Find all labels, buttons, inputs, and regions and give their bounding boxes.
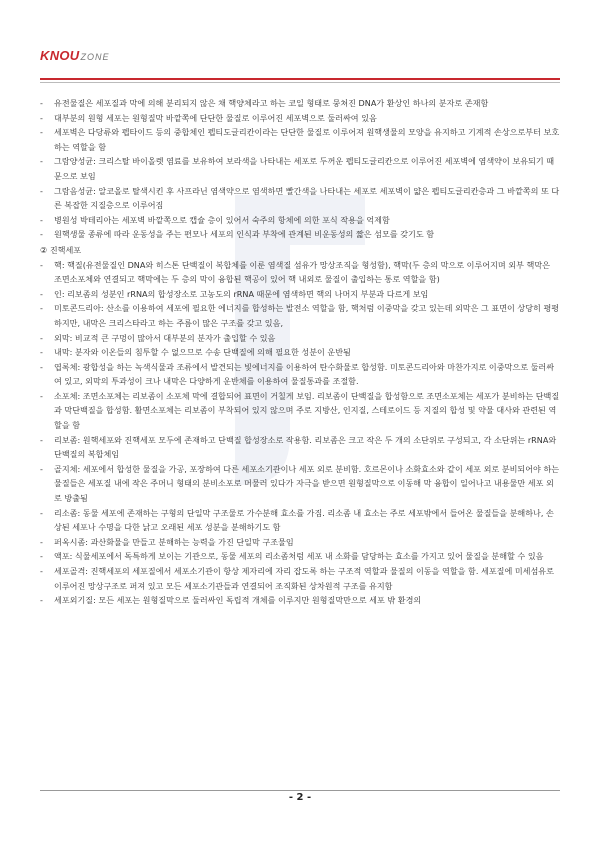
list-prokaryote: [40, 96, 560, 242]
list-item: - 그람음성균: 알코올로 탈색시킨 후 사프라닌 염색약으로 염색하면 빨간색을 나타내는 세포로 세포벽이 얇은 펩티도글리칸층과 그 바깥쪽의 또 다른 복잡한 지질층으로 이루어짐: [40, 185, 560, 211]
section-title: ② 진핵세포: [40, 244, 82, 255]
list-item: - 소포체: 조면소포체는 리보좀이 소포체 막에 결합되어 표면이 거칠게 보임. 리보좀이 단백질을 합성함으로 조면소포체는 세포가 분비하는 단백질과 막단백질을 합성함. 활면소포체는 리보좀이 부착되어 있지 않으며 주로 지방산, 인지질, 스테로이드 등 지질의 합성 및 약물 대사와 관련된 역할을 함: [40, 390, 560, 431]
list-item: - 리보좀: 원핵세포와 진핵세포 모두에 존재하고 단백질 합성장소로 작용함. 리보좀은 크고 작은 두 개의 소단위로 구성되고, 각 소단위는 rRNA와 단백질의 복합체임: [40, 434, 557, 460]
header-rule-thin: [40, 82, 560, 83]
logo-sub: ZONE: [80, 52, 110, 62]
list-item: - 핵: 핵질(유전물질인 DNA와 히스톤 단백질이 복합체를 이룬 염색질 섬유가 망상조직을 형성함), 핵막(두 층의 막으로 이루어지며 외부 핵막은 조면소포체와 연결되고 핵막에는 두 층의 막이 융합된 핵공이 있어 핵 내외로 물질이 출입하는 통로 역할을 함): [40, 259, 550, 285]
logo-main: KNOU: [40, 48, 80, 63]
footer-rule: [40, 790, 560, 791]
list-item: - 유전물질은 세포질과 막에 의해 분리되지 않은 채 핵양체라고 하는 코일 형태로 뭉쳐진 DNA가 환상인 하나의 분자로 존재함: [40, 98, 489, 108]
list-item: - 퍼옥시좀: 과산화물을 만들고 분해하는 능력을 가진 단일막 구조물임: [40, 536, 294, 547]
list-item: - 엽록체: 광합성을 하는 녹색식물과 조류에서 발견되는 빛에너지를 이용하여 탄수화물로 합성함. 미토콘드리아와 마찬가지로 이중막으로 둘러싸여 있고, 외막의 투과성이 크나 내막은 다양하게 운반체를 이용하여 물질통과를 조절함.: [40, 361, 555, 387]
page-number: - 2 -: [288, 792, 312, 803]
list-item: - 리소좀: 동물 세포에 존재하는 구형의 단일막 구조물로 가수분해 효소를 가짐. 리소좀 내 효소는 주로 세포밖에서 들어온 물질들을 분해하나, 손상된 세포나 수명을 다한 낡고 오래된 세포 성분을 분해하기도 함: [40, 507, 554, 533]
list-item: - 골지체: 세포에서 합성한 물질을 가공, 포장하여 다른 세포소기관이나 세포 외로 분비함. 호르몬이나 소화효소와 같이 세포 외로 분비되어야 하는 물질들은 세포질 내에 작은 주머니 형태의 분비소포로 머물러 있다가 자극을 받으면 원형질막으로 이동해 막 융합이 일어나고 내용물만 세포 외로 방출됨: [40, 463, 560, 504]
list-item: - 내막: 분자와 이온들의 침투할 수 없으므로 수송 단백질에 의해 필요한 성분이 운반됨: [40, 347, 351, 358]
list-item: - 대부분의 원형 세포는 원형질막 바깥쪽에 단단한 물질로 이루어진 세포벽으로 둘러싸여 있음: [40, 112, 377, 123]
list-item: - 미토콘드리아: 산소를 이용하여 세포에 필요한 에너지를 합성하는 발전소 역할을 함, 핵처럼 이중막을 갖고 있는데 외막은 그 표면이 상당히 평평하지만, 내막은 크리스타라고 하는 주름이 많은 구조를 갖고 있음,: [40, 303, 560, 328]
list-item: - 병원성 박테리아는 세포벽 바깥쪽으로 캡슐 층이 있어서 숙주의 항체에 의한 포식 작용을 억제함: [40, 214, 390, 225]
list-item: - 외막: 비교적 큰 구멍이 많아서 대부분의 분자가 출입할 수 있음: [40, 332, 276, 343]
list-item: - 세포골격: 진핵세포의 세포질에서 세포소기관이 항상 제자리에 자리 잡도록 하는 구조적 역할과 물질의 이동을 역할을 함. 세포질에 미세섬유로 이루어진 망상구조로 퍼져 있고 모든 세포소기관들과 연결되어 조직화된 상차원적 구조를 유지함: [40, 566, 554, 591]
list-item: - 세포벽은 다당류와 펩타이드 등의 중합체인 펩티도글리칸이라는 단단한 물질로 이루어져 원핵생물의 모양을 유지하고 기계적 손상으로부터 보호하는 역할을 함: [40, 127, 560, 152]
list-item: - 세포외기질: 모든 세포는 원형질막으로 둘러싸인 독립적 개체를 이루지만 원형질막만으로 세포 밖 환경의: [40, 595, 422, 606]
list-eukaryote: [40, 258, 560, 608]
list-item: - 그람양성균: 크리스탈 바이올렛 염료를 보유하여 보라색을 나타내는 세포로 두꺼운 펩티도글리칸으로 이루어진 세포벽에 염색약이 보유되기 때문으로 보임: [40, 156, 555, 181]
header-rule: [40, 78, 560, 80]
list-item: - 인: 리보좀의 성분인 rRNA의 합성장소로 고농도의 rRNA 때문에 염색하면 핵의 나머지 부분과 다르게 보임: [40, 288, 429, 299]
list-item: - 액포: 식물세포에서 독특하게 보이는 기관으로, 동물 세포의 리소좀처럼 세포 내 소화를 담당하는 효소를 가지고 있어 물질을 분해할 수 있음: [40, 551, 544, 562]
list-item: - 원핵생물 종류에 따라 운동성을 주는 편모나 세포의 인식과 부착에 관계된 비운동성의 짧은 섬모를 갖기도 함: [40, 229, 435, 240]
header-logo: [40, 48, 110, 63]
document-body: [40, 96, 560, 608]
